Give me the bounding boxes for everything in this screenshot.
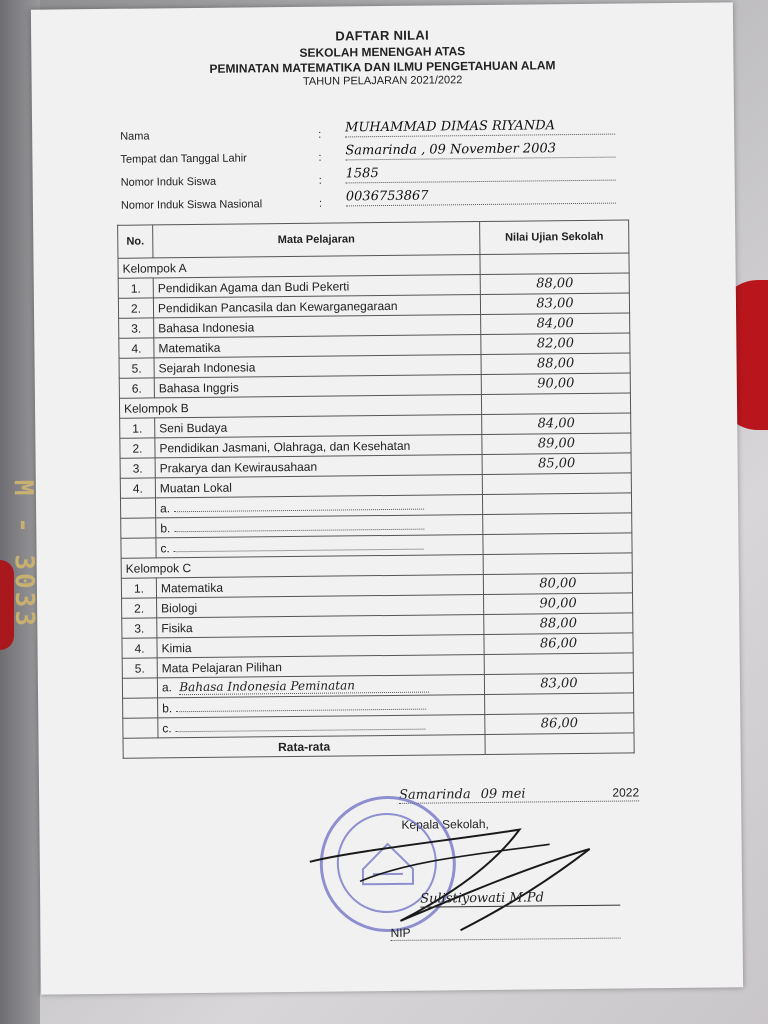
subject-name: Biologi: [157, 594, 484, 617]
colon: :: [318, 128, 322, 141]
student-name-value: MUHAMMAD DIMAS RIYANDA: [345, 118, 615, 138]
score-value: 85,00: [482, 453, 631, 475]
group-label: Kelompok A: [118, 255, 480, 279]
score-value: 82,00: [481, 333, 630, 355]
subject-name: Matematika: [156, 574, 483, 597]
score-value: 90,00: [484, 593, 633, 615]
colon: :: [318, 197, 323, 210]
subject-name: Prakarya dan Kewirausahaan: [155, 455, 482, 478]
subject-name: Pendidikan Agama dan Budi Pekerti: [153, 275, 480, 298]
subject-name: Sejarah Indonesia: [154, 355, 481, 378]
blank-line: [176, 698, 426, 712]
col-header-no: No.: [118, 225, 153, 258]
sub-letter: b.: [160, 520, 171, 535]
field-label: Tempat dan Tanggal Lahir: [120, 152, 247, 166]
average-value: 86,00: [485, 713, 634, 735]
colon: :: [318, 174, 322, 187]
row-no: 3.: [120, 458, 155, 478]
principal-role: Kepala Sekolah,: [401, 816, 489, 832]
subject-name: Pendidikan Pancasila dan Kewarganegaraan: [153, 295, 480, 318]
sub-letter: a.: [160, 500, 171, 515]
field-label: Nama: [120, 130, 150, 143]
score-value: [484, 653, 633, 675]
blank-line: [174, 518, 424, 532]
sub-letter: a.: [161, 680, 173, 695]
nisn-value: 0036753867: [346, 187, 616, 207]
row-no: 3.: [122, 618, 157, 638]
score-value: 86,00: [484, 633, 633, 655]
school-level: SEKOLAH MENENGAH ATAS: [299, 44, 466, 60]
row-no: 1.: [121, 578, 156, 598]
subject-name: Mata Pelajaran Pilihan: [157, 654, 484, 677]
academic-year: TAHUN PELAJARAN 2021/2022: [302, 74, 463, 88]
nip-line: [390, 924, 620, 941]
row-no: 6.: [119, 378, 154, 398]
sub-letter: c.: [160, 540, 170, 555]
nip-label: NIP: [390, 925, 411, 940]
side-stamp: M - 3033: [7, 479, 40, 630]
subject-name: Muatan Lokal: [155, 475, 482, 498]
score-value: 84,00: [481, 313, 630, 335]
sub-letter: c.: [162, 720, 172, 735]
subject-name: Pendidikan Jasmani, Olahraga, dan Kesehatan: [155, 435, 482, 458]
score-value: [482, 473, 631, 495]
col-header-score: Nilai Ujian Sekolah: [480, 220, 629, 255]
score-value: 88,00: [484, 613, 633, 635]
date-value: 09 mei: [480, 786, 526, 803]
place-value: Samarinda: [399, 787, 471, 803]
blank-line: [176, 718, 426, 732]
blank-line: [174, 538, 424, 552]
document-header: [31, 24, 734, 90]
subject-name: Bahasa Indonesia: [154, 315, 481, 338]
row-no: 4.: [119, 338, 154, 358]
table-header-row: [118, 220, 629, 258]
score-value: 84,00: [482, 413, 631, 435]
grades-table: [117, 219, 635, 758]
row-no: 5.: [119, 358, 154, 378]
blank-line: [174, 498, 424, 512]
sub-letter: b.: [162, 700, 173, 715]
birth-value: Samarinda , 09 November 2003: [345, 141, 615, 161]
year-value: 2022: [612, 785, 640, 800]
score-value: 83,00: [484, 673, 633, 695]
score-value: 90,00: [481, 373, 630, 395]
field-label: Nomor Induk Siswa: [120, 175, 217, 189]
row-no: 2.: [120, 438, 155, 458]
row-no: 1.: [118, 278, 153, 298]
subject-name: Matematika: [154, 335, 481, 358]
row-no: 4.: [122, 638, 157, 658]
subject-name: Bahasa Inggris: [154, 375, 481, 398]
elective-subject: Bahasa Indonesia Peminatan: [179, 678, 429, 696]
score-value: 88,00: [480, 273, 629, 295]
field-label: Nomor Induk Siswa Nasional: [120, 198, 263, 212]
nis-value: 1585: [346, 164, 616, 184]
row-no: 1.: [120, 418, 155, 438]
col-header-subject: Mata Pelajaran: [153, 222, 480, 258]
score-value: 88,00: [481, 353, 630, 375]
document-page: [7, 2, 743, 994]
group-label: Kelompok C: [121, 554, 483, 578]
score-value: 80,00: [483, 573, 632, 595]
average-label: Rata-rata: [123, 734, 485, 758]
subject-name: Kimia: [157, 634, 484, 657]
row-no: 2.: [122, 598, 157, 618]
score-value: 83,00: [480, 293, 629, 315]
row-no: 3.: [119, 318, 154, 338]
average-row: [123, 733, 634, 758]
document-title: DAFTAR NILAI: [335, 27, 430, 44]
row-no: 2.: [118, 298, 153, 318]
subject-name: Fisika: [157, 614, 484, 637]
colon: :: [318, 151, 322, 164]
program-name: PEMINATAN MATEMATIKA DAN ILMU PENGETAHUAN ALAM: [209, 58, 556, 76]
row-no: 5.: [122, 658, 157, 678]
row-no: 4.: [120, 478, 155, 498]
principal-name: Sulistiyowati M.Pd: [420, 890, 620, 908]
score-value: 89,00: [482, 433, 631, 455]
group-label: Kelompok B: [119, 395, 481, 419]
nisn-row: [120, 188, 621, 218]
subject-name: Seni Budaya: [155, 415, 482, 438]
